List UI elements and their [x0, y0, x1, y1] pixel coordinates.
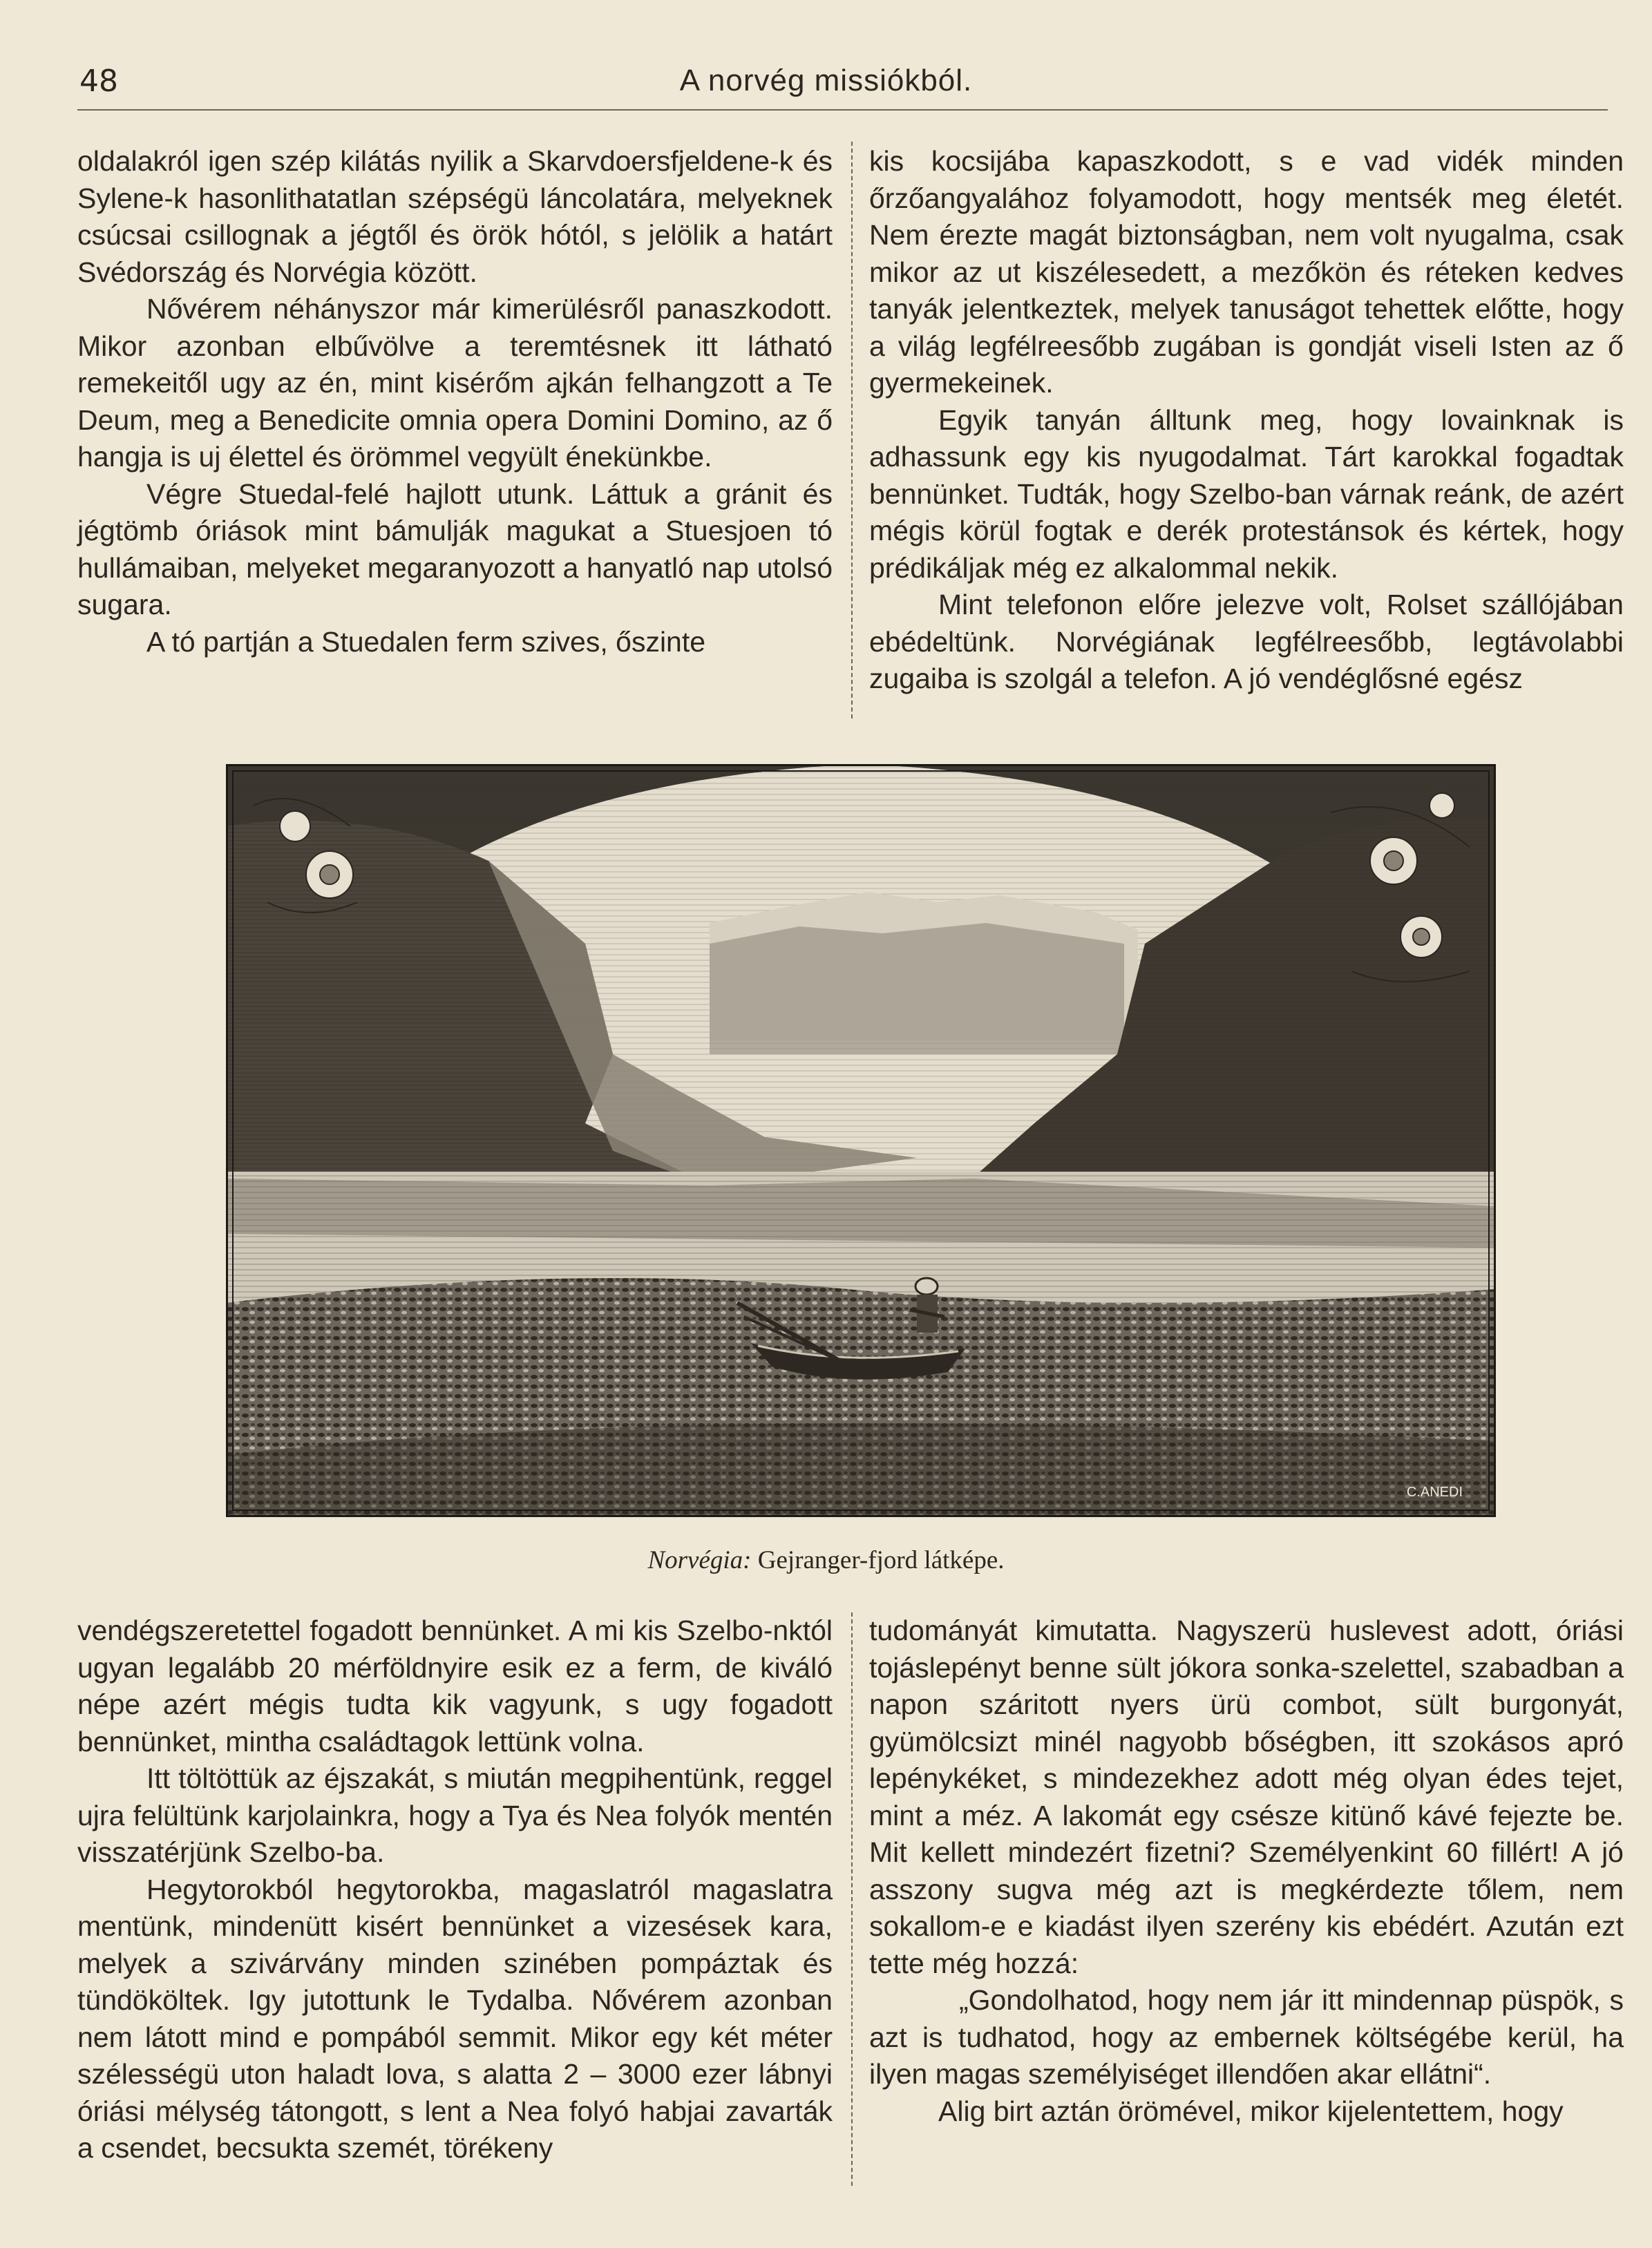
- paragraph: Nővérem néhányszor már kimerülésről panaszkodott. Mikor azonban elbűvölve a teremtésnek itt látható remekeitől ugy az én, mint kisérőm ajkán felhangzott a Te Deum, meg a Benedicite omnia opera Domini Domino, az ő hangja is uj élettel és örömmel vegyült énekünkbe.: [77, 293, 833, 473]
- page-header: [0, 64, 1652, 112]
- column-rule: [851, 1612, 853, 2186]
- header-rule: [77, 109, 1608, 111]
- upper-left-column: [77, 143, 833, 660]
- paragraph: tudományát kimutatta. Nagyszerü huslevest adott, óriási tojáslepényt benne sült jókora sonka-szelettel, szabadban a napon száritott nyers ürü combot, sült burgonyát, gyümölcsizt minél nagyobb bőségben, itt szokásos apró lepénykéket, s mindezekhez adott még olyan édes tejet, mint a méz. A lakomát egy csésze kitünő kávé fejezte be. Mit kellett mindezért fizetni? Személyenkint 60 fillért! A jó asszony sugva még azt is megkérdezte tőlem, nem sokallom-e e kiadást ilyen szerény kis ebédért. Azután ezt tette még hozzá:: [869, 1614, 1624, 1979]
- column-rule: [851, 142, 853, 718]
- paragraph: Végre Stuedal-felé hajlott utunk. Láttuk a gránit és jégtömb óriások mint bámulják magukat a Stuesjoen tó hullámaiban, melyeket megaranyozott a hanyatló nap utolsó sugara.: [77, 477, 833, 620]
- paragraph: kis kocsijába kapaszkodott, s e vad vidék minden őrzőangyalához folyamodott, hogy mentsék meg életét. Nem érezte magát biztonságban, nem volt nyugalma, csak mikor az ut kiszélesedett, a mezőkön és réteken kedves tanyák jelentkeztek, melyek tanuságot tehettek előtte, hogy a világ legfélreesőbb zugában is gondját viseli Isten az ő gyermekeinek.: [869, 145, 1624, 399]
- caption-place: Norvégia:: [647, 1546, 752, 1574]
- paragraph: oldalakról igen szép kilátás nyilik a Skarvdoersfjeldene-k és Sylene-k hasonlithatatlan szépségü láncolatára, melyeknek csúcsai csillognak a jégtől és örök hótól, s jelölik a határt Svédország és Norvégia között.: [77, 145, 833, 288]
- paragraph: A tó partján a Stuedalen ferm szives, őszinte: [146, 625, 706, 658]
- paragraph: Hegytorokból hegytorokba, magaslatról magaslatra mentünk, mindenütt kisért bennünket a vizesések kara, melyek a szivárvány minden szinében pompáztak és tündököltek. Igy jutottunk le Tydalba. Nővérem azonban nem látott mind e pompából semmit. Mikor egy két méter szélességü uton haladt lova, s alatta 2 – 3000 ezer lábnyi óriási mélység tátongott, s lent a Nea folyó habjai zavarták a csendet, becsukta szemét, törékeny: [77, 1873, 833, 2164]
- illustration-caption: [0, 1545, 1652, 1575]
- upper-right-column: [869, 143, 1624, 698]
- paragraph: Alig birt aztán örömével, mikor kijelentettem, hogy: [938, 2095, 1564, 2127]
- lower-right-column: [869, 1612, 1624, 2130]
- paragraph: Itt töltöttük az éjszakát, s miután megpihentünk, reggel ujra felültünk karjolainkra, hogy a Tya és Nea folyók mentén visszatérjünk Szelbo-ba.: [77, 1762, 833, 1868]
- paragraph: Egyik tanyán álltunk meg, hogy lovainknak is adhassunk egy kis nyugodalmat. Tárt karokkal fogadtak bennünket. Tudták, hogy Szelbo-ban várnak reánk, de azért mégis körül fogtak e derék protestánsok és kértek, hogy prédikáljak még ez alkalommal nekik.: [869, 403, 1624, 584]
- lower-left-column: [77, 1612, 833, 2167]
- engraver-signature: C.ANEDI: [1406, 1485, 1463, 1500]
- paragraph: „Gondolhatod, hogy nem jár itt mindennap püspök, s azt is tudhatod, hogy az embernek költségébe kerül, ha ilyen magas személyiséget illendően akar ellátni“.: [869, 1984, 1624, 2090]
- paragraph: vendégszeretettel fogadott bennünket. A mi kis Szelbo-nktól ugyan legalább 20 mérföldnyire esik ez a ferm, de kiváló népe azért mégis tudta kik vagyunk, s ugy fogadott bennünket, mintha családtagok lettünk volna.: [77, 1614, 833, 1758]
- running-title: A norvég missiókból.: [679, 64, 973, 97]
- caption-text: Gejranger-fjord látképe.: [751, 1546, 1005, 1574]
- page-number: 48: [79, 64, 118, 99]
- fjord-engraving: [226, 764, 1496, 1517]
- paragraph: Mint telefonon előre jelezve volt, Rolset szállójában ebédeltünk. Norvégiának legfélreesőbb, legtávolabbi zugaiba is szolgál a telefon. A jó vendéglősné egész: [869, 589, 1624, 694]
